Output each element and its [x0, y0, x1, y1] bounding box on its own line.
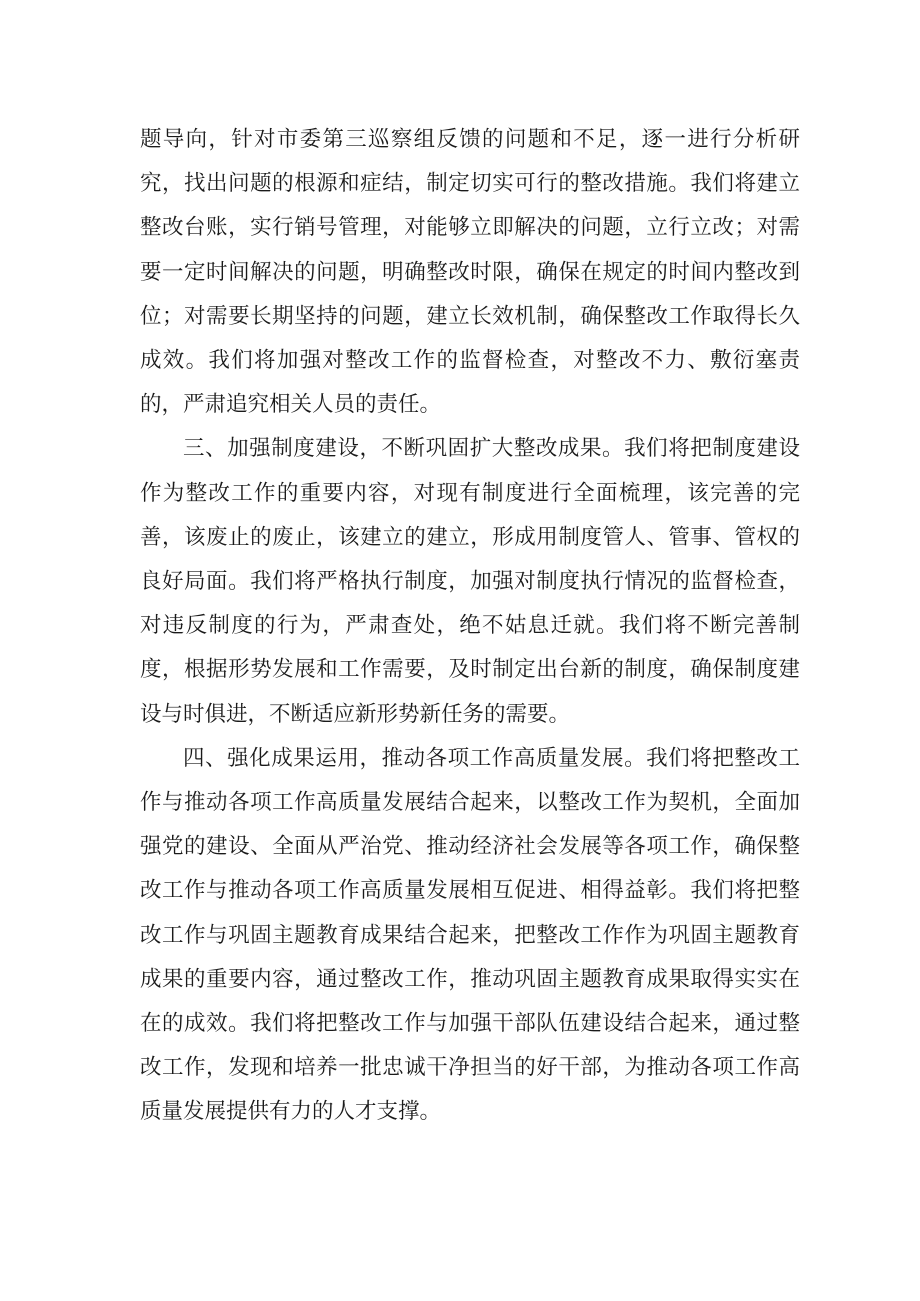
paragraph-continuation: 题导向，针对市委第三巡察组反馈的问题和不足，逐一进行分析研究，找出问题的根源和症结，制定切实可行的整改措施。我们将建立整改台账，实行销号管理，对能够立即解决的问题，立行立改；对需要一定时间解决的问题，明确整改时限，确保在规定的时间内整改到位；对需要长期坚持的问题，建立长效机制，确保整改工作取得长久成效。我们将加强对整改工作的监督检查，对整改不力、敷衍塞责的，严肃追究相关人员的责任。: [140, 127, 800, 418]
document-body: [140, 118, 800, 1135]
paragraph-section-3: 三、加强制度建设，不断巩固扩大整改成果。我们将把制度建设作为整改工作的重要内容，对现有制度进行全面梳理，该完善的完善，该废止的废止，该建立的建立，形成用制度管人、管事、管权的良好局面。我们将严格执行制度，加强对制度执行情况的监督检查，对违反制度的行为，严肃查处，绝不姑息迁就。我们将不断完善制度，根据形势发展和工作需要，及时制定出台新的制度，确保制度建设与时俱进，不断适应新形势新任务的需要。: [140, 436, 800, 727]
paragraph-section-4: 四、强化成果运用，推动各项工作高质量发展。我们将把整改工作与推动各项工作高质量发展结合起来，以整改工作为契机，全面加强党的建设、全面从严治党、推动经济社会发展等各项工作，确保整改工作与推动各项工作高质量发展相互促进、相得益彰。我们将把整改工作与巩固主题教育成果结合起来，把整改工作作为巩固主题教育成果的重要内容，通过整改工作，推动巩固主题教育成果取得实实在在的成效。我们将把整改工作与加强干部队伍建设结合起来，通过整改工作，发现和培养一批忠诚干净担当的好干部，为推动各项工作高质量发展提供有力的人才支撑。: [140, 745, 800, 1125]
